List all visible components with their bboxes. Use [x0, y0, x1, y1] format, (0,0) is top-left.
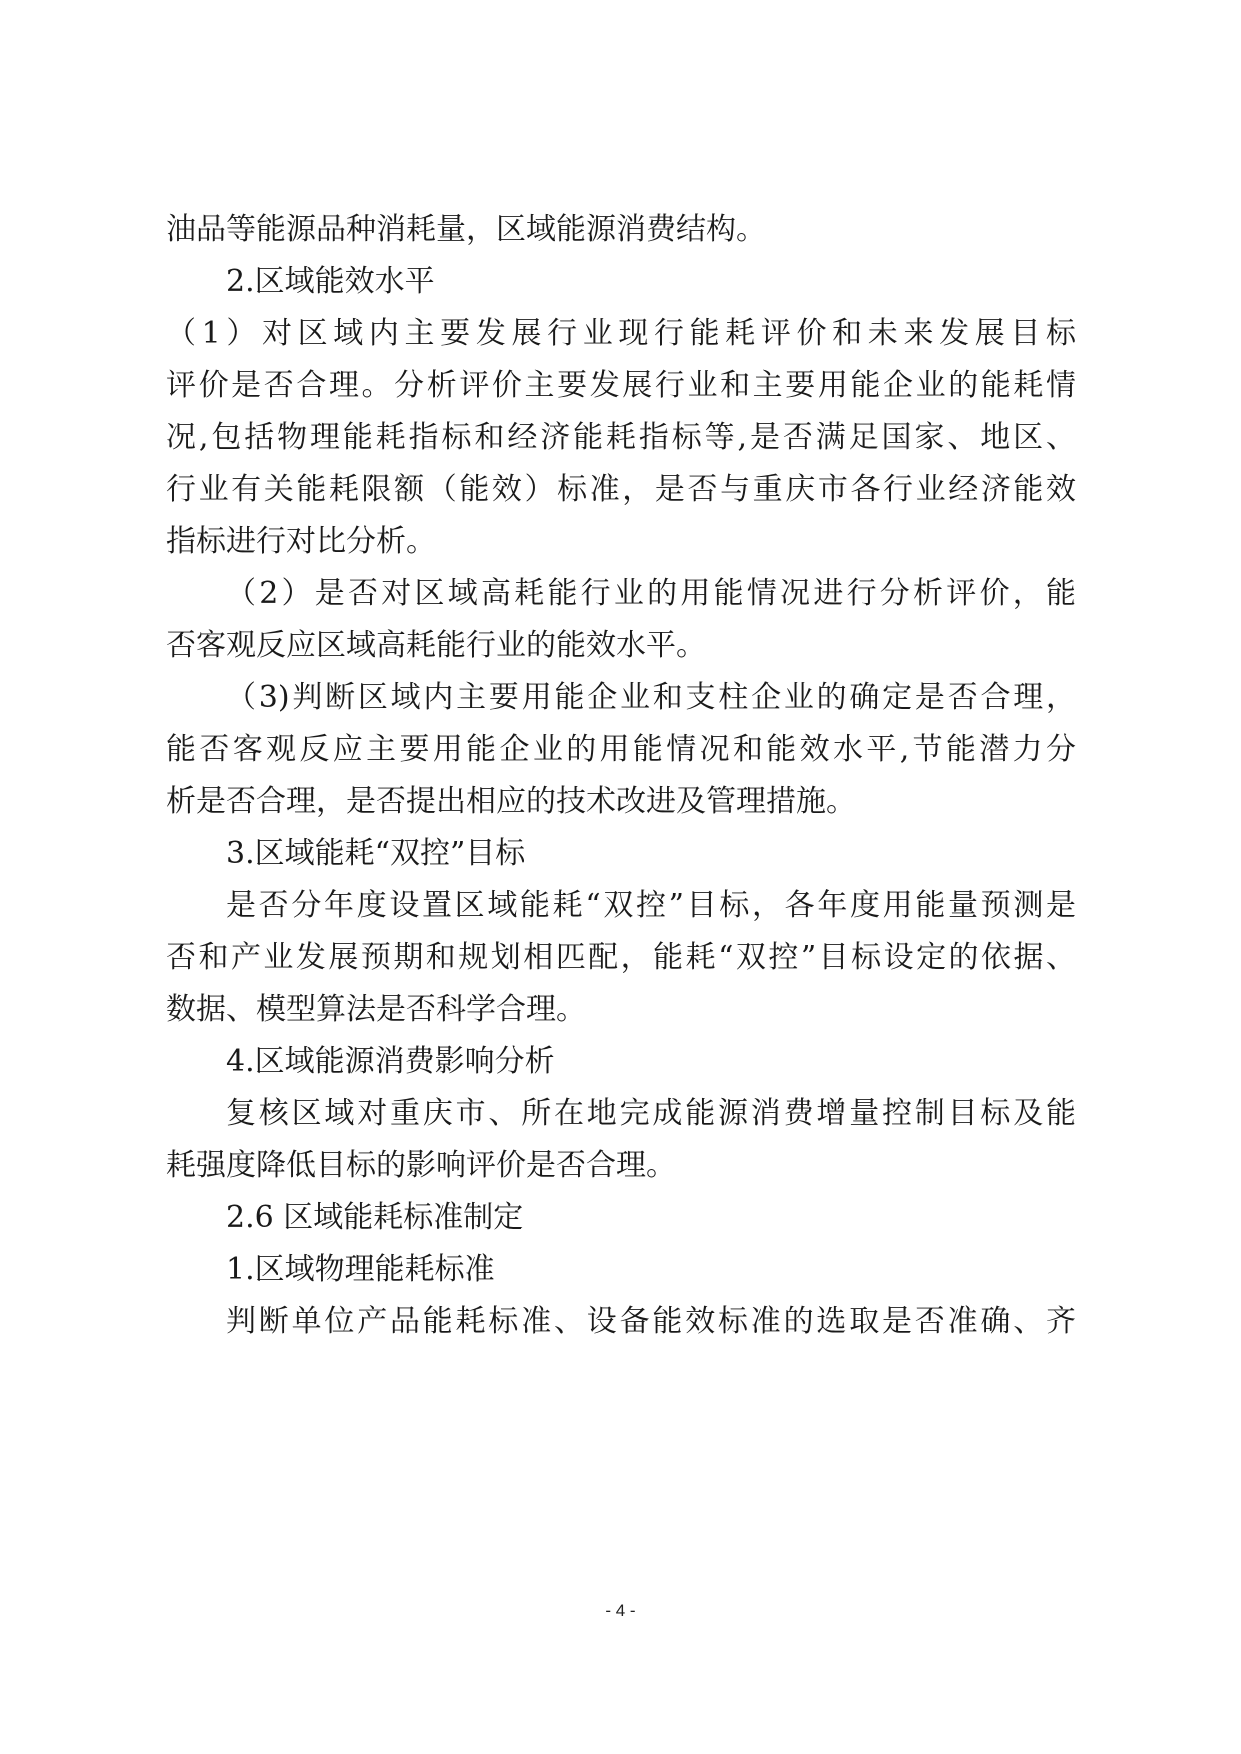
text-line: 是否分年度设置区域能耗“双控”目标，各年度用能量预测是	[226, 888, 1076, 923]
text-line: 否和产业发展预期和规划相匹配，能耗“双控”目标设定的依据、	[166, 940, 1076, 975]
text-line: 指标进行对比分析。	[166, 524, 436, 559]
text-line: 行业有关能耗限额（能效）标准，是否与重庆市各行业经济能效	[166, 472, 1076, 507]
page-number: - 4 -	[605, 1601, 636, 1620]
section-heading: 3.区域能耗“双控”目标	[226, 836, 526, 871]
section-heading: 4.区域能源消费影响分析	[226, 1044, 555, 1079]
text-line: 油品等能源品种消耗量，区域能源消费结构。	[166, 212, 766, 247]
text-line: 耗强度降低目标的影响评价是否合理。	[166, 1148, 676, 1183]
text-line: （1）对区域内主要发展行业现行能耗评价和未来发展目标	[166, 316, 1076, 351]
section-heading: 1.区域物理能耗标准	[226, 1252, 495, 1287]
text-line: 析是否合理，是否提出相应的技术改进及管理措施。	[166, 784, 856, 819]
text-line: 况,包括物理能耗指标和经济能耗指标等,是否满足国家、地区、	[166, 420, 1076, 455]
text-line: 评价是否合理。分析评价主要发展行业和主要用能企业的能耗情	[166, 368, 1076, 403]
text-line: 数据、模型算法是否科学合理。	[166, 992, 586, 1027]
text-line: 复核区域对重庆市、所在地完成能源消费增量控制目标及能	[226, 1096, 1076, 1131]
section-heading: 2.6 区域能耗标准制定	[226, 1200, 524, 1235]
text-line: 能否客观反应主要用能企业的用能情况和能效水平,节能潜力分	[166, 732, 1076, 767]
text-line: （2）是否对区域高耗能行业的用能情况进行分析评价，能	[226, 576, 1076, 611]
section-heading: 2.区域能效水平	[226, 264, 435, 299]
text-line: 判断单位产品能耗标准、设备能效标准的选取是否准确、齐	[226, 1304, 1076, 1339]
text-line: （3)判断区域内主要用能企业和支柱企业的确定是否合理，	[226, 680, 1076, 715]
text-line: 否客观反应区域高耗能行业的能效水平。	[166, 628, 706, 663]
